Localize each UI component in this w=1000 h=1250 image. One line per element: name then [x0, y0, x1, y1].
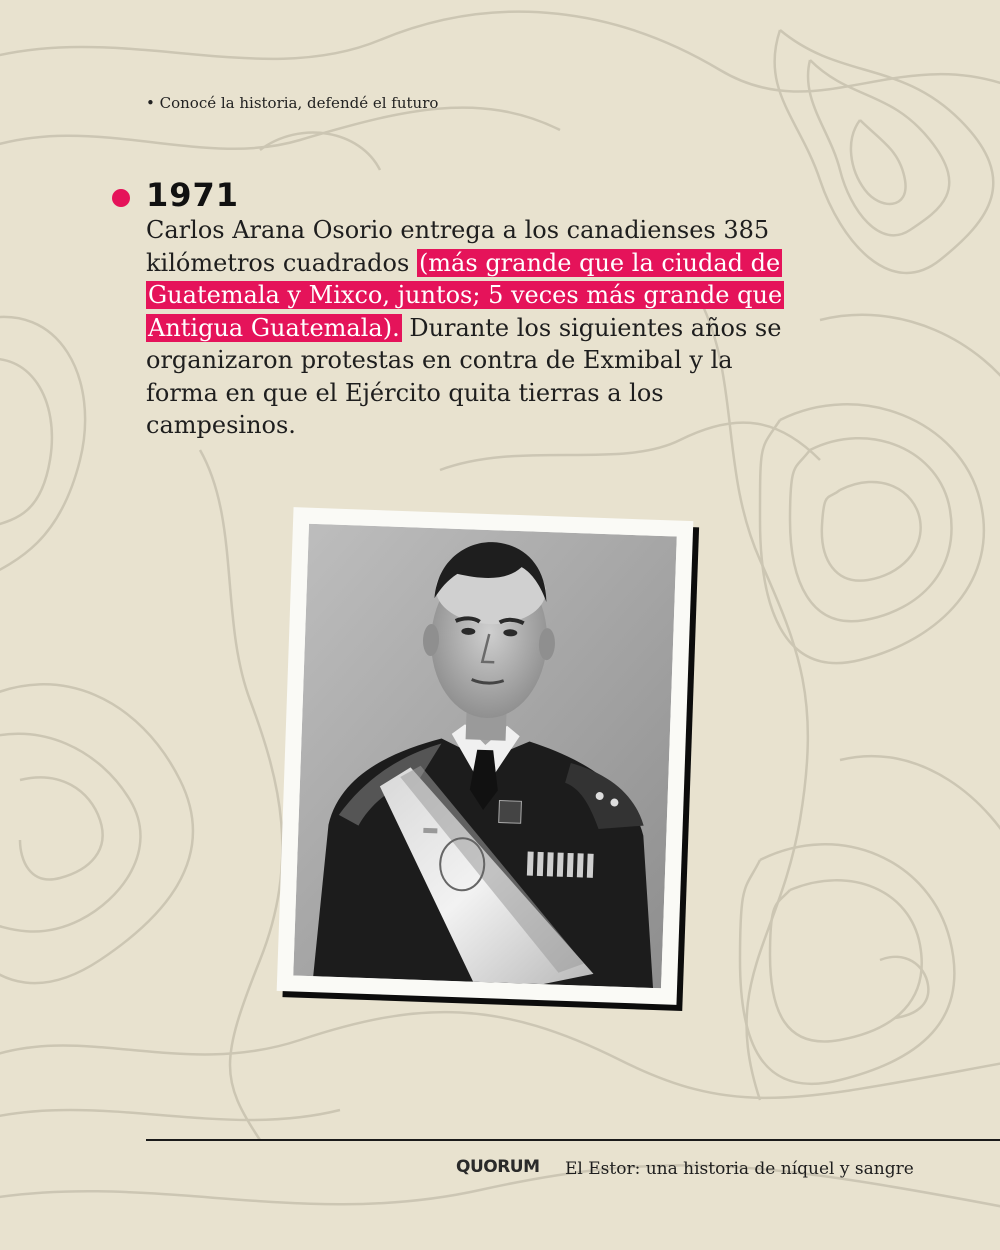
quorum-logo: QUORUM [456, 1157, 540, 1177]
footer-title: El Estor: una historia de níquel y sangre [565, 1159, 914, 1179]
timeline-dot [112, 189, 130, 207]
entry-text-highlight: (más grande que la ciudad de Guatemala y Mixco, juntos; 5 veces más grande que Antigua Guatemala). [148, 248, 783, 342]
footer-divider [146, 1139, 1000, 1141]
photo-frame [277, 507, 694, 1005]
entry-text-before: Carlos Arana Osorio entrega a los canadienses 385 kilómetros cuadrados [146, 216, 770, 277]
entry-text-after: Durante los siguientes años se organizaron protestas en contra de Exmibal y la forma en que el Ejército quita tierras a los campesinos. [146, 313, 782, 439]
portrait-photo [293, 524, 677, 989]
portrait-photo-card [277, 507, 694, 1005]
tagline: • Conocé la historia, defendé el futuro [146, 94, 439, 112]
entry-text [146, 214, 786, 442]
entry-year: 1971 [146, 176, 240, 214]
